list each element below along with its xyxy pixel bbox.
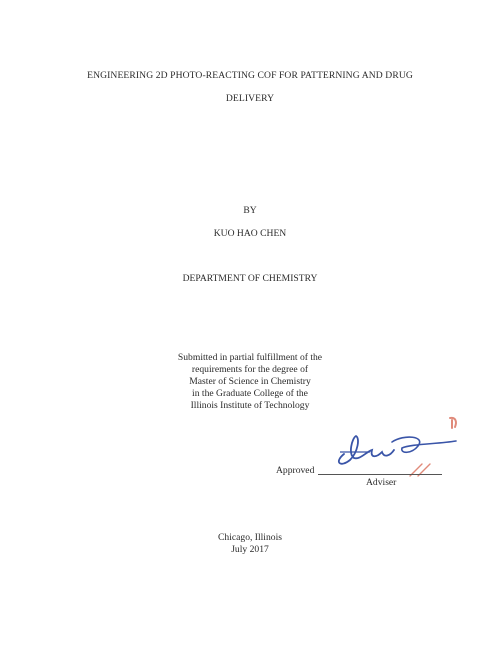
thesis-title-line-1: ENGINEERING 2D PHOTO-REACTING COF FOR PATTERNING AND DRUG xyxy=(87,70,413,81)
adviser-label: Adviser xyxy=(366,477,397,488)
department-name: DEPARTMENT OF CHEMISTRY xyxy=(182,273,318,284)
submission-line-4: in the Graduate College of the xyxy=(192,388,308,399)
submission-line-2: requirements for the degree of xyxy=(191,364,309,375)
thesis-title-line-2: DELIVERY xyxy=(225,93,275,104)
submission-line-3: Master of Science in Chemistry xyxy=(189,376,311,387)
author-name: KUO HAO CHEN xyxy=(213,228,287,239)
approved-label: Approved xyxy=(276,465,315,476)
signature-line xyxy=(318,474,442,475)
date: July 2017 xyxy=(231,544,269,555)
submission-line-5: Illinois Institute of Technology xyxy=(190,400,310,411)
submission-line-1: Submitted in partial fulfillment of the xyxy=(177,352,323,363)
location: Chicago, Illinois xyxy=(218,532,282,543)
by-label: BY xyxy=(243,205,257,216)
adviser-signature xyxy=(330,424,458,480)
